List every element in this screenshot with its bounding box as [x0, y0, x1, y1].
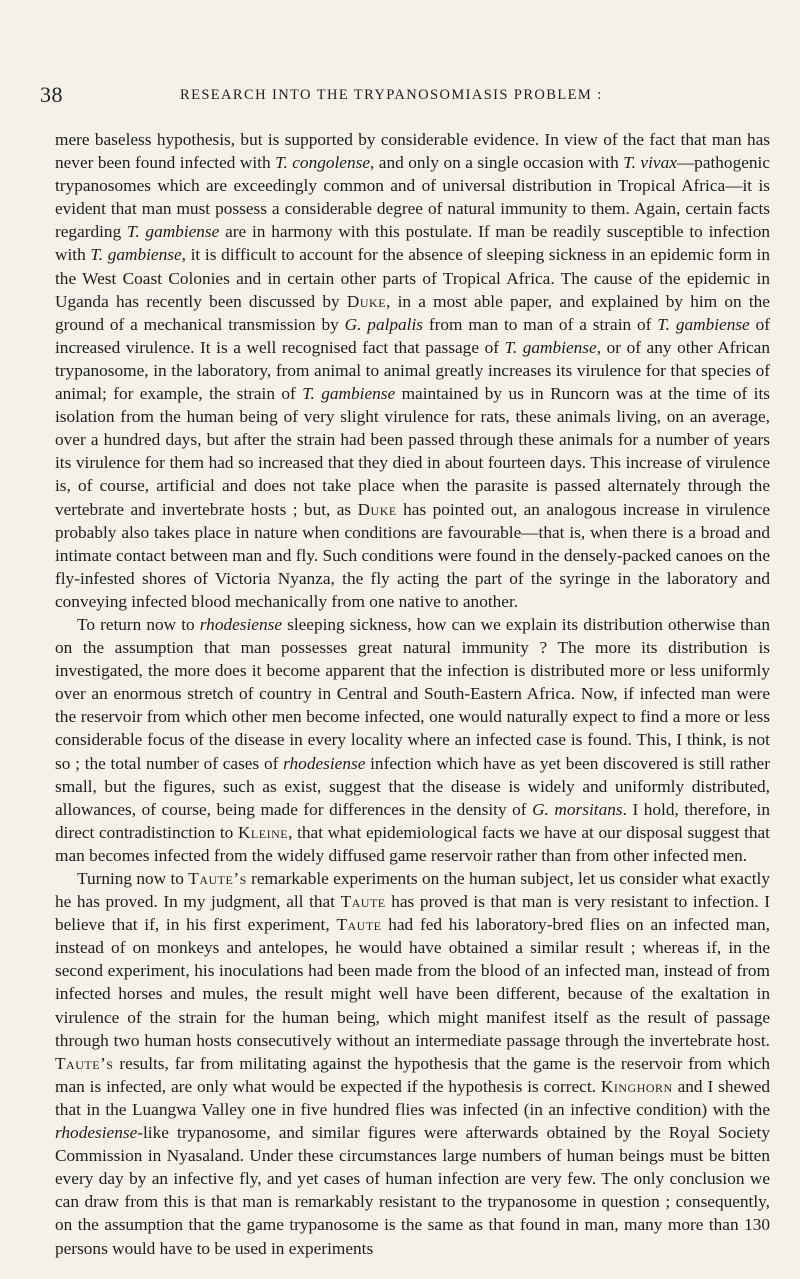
author-name: Taute	[340, 892, 386, 912]
text-run: , or of any other African trypanosome, in the laboratory, from animal to animal greatly increases its virulence for that species of animal; for example, the strain of	[55, 337, 770, 404]
author-name: Kleine	[237, 822, 289, 842]
text-run: has proved is that man is very resistant to infection. I believe that if, in his first experiment,	[55, 892, 770, 935]
text-run: sleeping sickness, how can we explain its distribution otherwise than on the assumption that man possesses great natural immunity ? The more its distribution is investigated, the more does it become apparent that the infection is distributed more or less uniformly over an enormous stretch of country in Central and South-Eastern Africa. Now, if infected man were the reservoir from which other men become infected, one would naturally expect to find a more or less considerable focus of the disease in every locality where an infected case is found. This, I think, is not so ; the total number of cases of	[55, 614, 770, 773]
italic-term: T. vivax	[623, 153, 677, 173]
text-run: mere baseless hypothesis, but is supported by considerable evidence. In view of the fact that man has never been found infected with	[55, 130, 770, 173]
text-run: are in harmony with this postulate. If man be readily susceptible to infection with	[55, 222, 770, 265]
text-run: , that what epidemiological facts we have at our disposal suggest that man becomes infected from the widely diffused game reservoir rather than from other infected men.	[55, 822, 770, 865]
text-run: of increased virulence. It is a well recognised fact that passage of	[55, 314, 771, 357]
italic-term: T. gambiense	[657, 314, 750, 334]
text-run: , in a most able paper, and explained by him on the ground of a mechanical transmission by	[55, 291, 770, 334]
author-name: Taute	[336, 915, 382, 935]
text-run: , and only on a single occasion with	[370, 153, 624, 173]
author-name: Kinghorn	[600, 1076, 673, 1096]
text-run: —pathogenic trypanosomes which are exceedingly common and of universal distribution in Tropical Africa—it is evident that man must possess a considerable degree of natural immunity to them. Again, certain facts regarding	[55, 153, 770, 242]
text-run: results, far from militating against the hypothesis that the game is the reservoir from which man is infected, are only what would be expected if the hypothesis is correct.	[55, 1053, 770, 1096]
page-header	[40, 82, 780, 110]
italic-term: G. palpalis	[344, 314, 423, 334]
text-run: infection which have as yet been discovered is still rather small, but the figures, such as exist, suggest that the disease is widely and uniformly distributed, allowances, of course, being made for differences in the density of	[55, 753, 770, 819]
text-run: To return now to	[77, 614, 200, 634]
italic-term: rhodesiense	[283, 753, 366, 773]
paragraph	[55, 867, 770, 1260]
text-run: -like trypanosome, and similar figures were afterwards obtained by the Royal Society Commission in Nyasaland. Under these circumstances large numbers of human beings must be bitten every day by an infective fly, and yet cases of human infection are very few. The only conclusion we can draw from this is that man is remarkably resistant to the trypanosome in question ; consequently, on the assumption that the game trypanosome is the same as that found in man, many more than 130 persons would have to be used in experiments	[55, 1123, 770, 1258]
page-number: 38	[40, 82, 63, 107]
text-run: . I hold, therefore, in direct contradistinction to	[55, 799, 770, 842]
text-run: and I shewed that in the Luangwa Valley one in five hundred flies was infected (in an infective condition) with the	[55, 1076, 771, 1119]
italic-term: rhodesiense	[199, 614, 283, 634]
italic-term: rhodesiense	[55, 1123, 138, 1143]
text-run: maintained by us in Runcorn was at the time of its isolation from the human being of very slight virulence for rats, these animals living, on an average, over a hundred days, but after the strain had been passed through these animals for a number of years its virulence for them had so increased that they died in about fourteen days. This increase of virulence is, of course, artificial and does not take place when the parasite is passed alternately through the vertebrate and invertebrate hosts ; but, as	[55, 384, 770, 519]
author-name: Taute’s	[55, 1053, 114, 1073]
italic-term: T. gambiense	[127, 222, 220, 242]
italic-term: T. gambiense	[90, 245, 182, 265]
text-run: from man to man of a strain of	[423, 314, 658, 334]
text-run: , it is difficult to account for the absence of sleeping sickness in an epidemic form in the West Coast Colonies and in certain other parts of Tropical Africa. The cause of the epidemic in Uganda has recently been discussed by	[55, 245, 770, 311]
italic-term: T. congolense	[275, 153, 370, 173]
text-run: had fed his laboratory-bred flies on an infected man, instead of on monkeys and antelopes, he would have obtained a similar result ; whereas if, in the second experiment, his inoculations had been made from the blood of an infected man, instead of from infected horses and mules, the result might well have been different, because of the exaltation in virulence of the strain for the human being, which might manifest itself as the result of passage through two human hosts consecutively without an intermediate passage through the invertebrate host.	[55, 915, 770, 1050]
italic-term: T. gambiense	[504, 337, 597, 357]
author-name: Duke	[357, 499, 397, 519]
paragraph	[55, 613, 770, 867]
text-run: remarkable experiments on the human subject, let us consider what exactly he has proved. In my judgment, all that	[55, 869, 770, 912]
text-run: Turning now to	[77, 869, 189, 888]
body-text	[55, 128, 770, 1260]
text-run: has pointed out, an analogous increase in virulence probably also takes place in nature when conditions are favourable—that is, when there is a broad and intimate contact between man and fly. Such conditions were found in the densely-packed canoes on the fly-infested shores of Victoria Nyanza, the fly acting the part of the syringe in the laboratory and conveying infected blood mechanically from one native to another.	[55, 499, 770, 611]
author-name: Duke	[346, 291, 387, 311]
italic-term: T. gambiense	[302, 384, 396, 404]
author-name: Taute’s	[188, 869, 247, 888]
running-title: RESEARCH INTO THE TRYPANOSOMIASIS PROBLEM :	[180, 87, 603, 103]
italic-term: G. morsitans	[532, 799, 623, 819]
paragraph	[55, 128, 770, 613]
